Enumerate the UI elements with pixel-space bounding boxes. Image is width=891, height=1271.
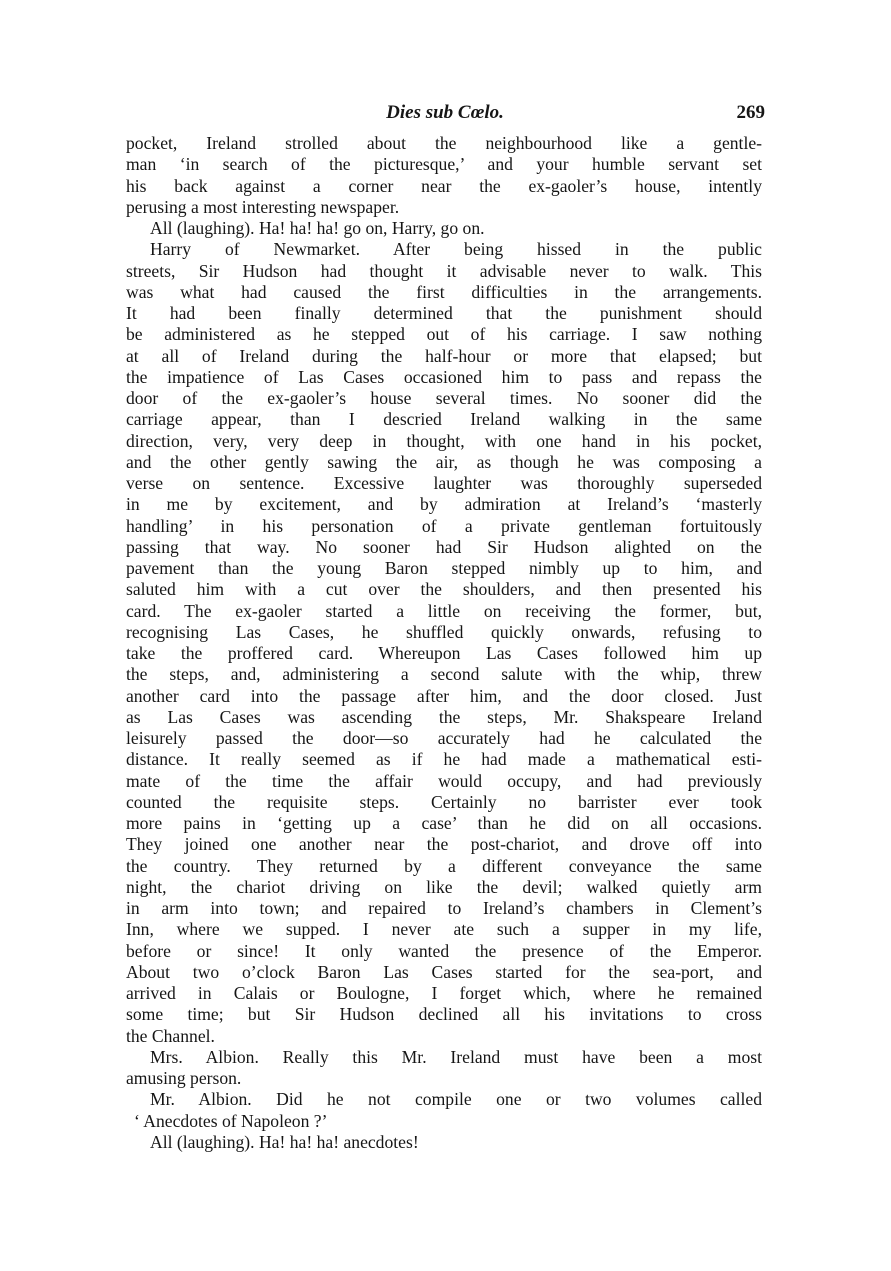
text-line: the Channel. <box>126 1025 215 1046</box>
text-line: his back against a corner near the ex-gaoler’s house, intently <box>126 175 762 196</box>
text-line: ‘ Anecdotes of Napoleon ?’ <box>134 1110 328 1131</box>
running-head <box>125 100 765 130</box>
text-line: mate of the time the affair would occupy, and had previously <box>126 770 762 791</box>
text-line: verse on sentence. Excessive laughter was thoroughly superseded <box>126 473 762 493</box>
text-line: recognising Las Cases, he shuffled quickly onwards, refusing to <box>126 621 762 642</box>
text-line: another card into the passage after him, and the door closed. Just <box>126 685 762 706</box>
text-line: was what had caused the first difficulties in the arrangements. <box>126 281 762 302</box>
text-line: Harry of Newmarket. After being hissed in the public <box>150 239 762 260</box>
text-line: They joined one another near the post-chariot, and drove off into <box>126 834 762 855</box>
text-line: some time; but Sir Hudson declined all his invitations to cross <box>126 1004 762 1025</box>
text-line: pocket, Ireland strolled about the neighbourhood like a gentle- <box>126 133 762 153</box>
text-line: take the proffered card. Whereupon Las Cases followed him up <box>126 643 762 663</box>
page-number: 269 <box>736 102 765 123</box>
text-line: the country. They returned by a different conveyance the same <box>126 855 762 876</box>
text-line: Inn, where we supped. I never ate such a supper in my life, <box>126 919 762 940</box>
text-line: the impatience of Las Cases occasioned him to pass and repass the <box>126 366 762 387</box>
text-line: card. The ex-gaoler started a little on receiving the former, but, <box>126 600 762 621</box>
text-line: and the other gently sawing the air, as though he was composing a <box>126 451 762 472</box>
text-line: more pains in ‘getting up a case’ than he did on all occasions. <box>126 813 762 833</box>
text-line: It had been finally determined that the punishment should <box>126 303 762 323</box>
text-line: be administered as he stepped out of his carriage. I saw nothing <box>126 324 762 345</box>
text-line: pavement than the young Baron stepped nimbly up to him, and <box>126 558 762 578</box>
text-line: door of the ex-gaoler’s house several times. No sooner did the <box>126 388 762 408</box>
text-line: All (laughing). Ha! ha! ha! go on, Harry, go on. <box>150 218 485 238</box>
text-line: passing that way. No sooner had Sir Hudson alighted on the <box>126 536 762 557</box>
text-line: night, the chariot driving on like the devil; walked quietly arm <box>126 876 762 897</box>
text-line: before or since! It only wanted the presence of the Emperor. <box>126 940 762 961</box>
text-line: handling’ in his personation of a private gentleman fortuitously <box>126 515 762 536</box>
text-body <box>126 133 762 1153</box>
text-line: amusing person. <box>126 1068 242 1088</box>
text-line: direction, very, very deep in thought, with one hand in his pocket, <box>126 430 762 451</box>
text-line: About two o’clock Baron Las Cases started for the sea-port, and <box>126 961 762 982</box>
text-line: distance. It really seemed as if he had made a mathematical esti- <box>126 749 762 770</box>
text-line: carriage appear, than I descried Ireland walking in the same <box>126 409 762 430</box>
text-line: man ‘in search of the picturesque,’ and your humble servant set <box>126 154 762 175</box>
text-line: as Las Cases was ascending the steps, Mr. Shakspeare Ireland <box>126 706 762 727</box>
text-line: perusing a most interesting newspaper. <box>126 196 400 217</box>
text-line: saluted him with a cut over the shoulders, and then presented his <box>126 579 762 600</box>
text-line: leisurely passed the door—so accurately had he calculated the <box>126 728 762 748</box>
running-title: Dies sub Cœlo. <box>386 102 504 123</box>
text-line: in me by excitement, and by admiration at Ireland’s ‘masterly <box>126 494 762 515</box>
text-line: counted the requisite steps. Certainly no barrister ever took <box>126 791 762 812</box>
text-line: streets, Sir Hudson had thought it advisable never to walk. This <box>126 260 762 281</box>
text-line: Mrs. Albion. Really this Mr. Ireland must have been a most <box>150 1046 762 1067</box>
text-line: in arm into town; and repaired to Ireland’s chambers in Clement’s <box>126 898 762 918</box>
text-line: the steps, and, administering a second salute with the whip, threw <box>126 664 762 685</box>
text-line: arrived in Calais or Boulogne, I forget which, where he remained <box>126 983 762 1003</box>
text-line: Mr. Albion. Did he not compile one or two volumes called <box>150 1089 762 1110</box>
text-line: at all of Ireland during the half-hour or more that elapsed; but <box>126 345 762 366</box>
text-line: All (laughing). Ha! ha! ha! anecdotes! <box>150 1131 419 1152</box>
